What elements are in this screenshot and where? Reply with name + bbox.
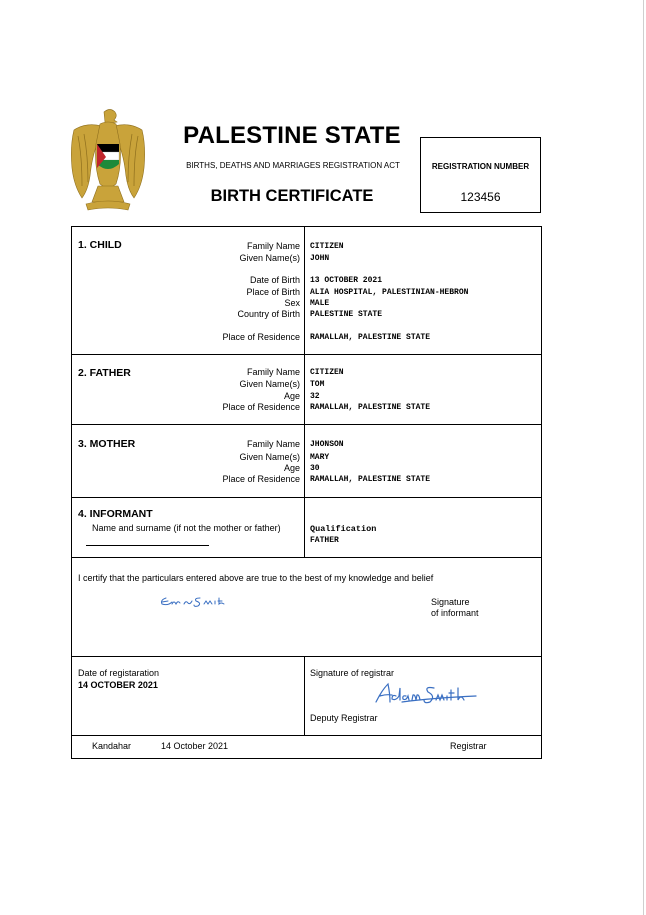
child-residence-label: Place of Residence [222, 332, 300, 342]
mother-residence: RAMALLAH, PALESTINE STATE [310, 475, 431, 484]
registration-date: 14 OCTOBER 2021 [78, 680, 158, 690]
divider [72, 656, 541, 657]
mother-age: 30 [310, 464, 320, 473]
birth-certificate-form [71, 226, 542, 759]
father-given-names-label: Given Name(s) [239, 379, 300, 389]
child-sex-label: Sex [284, 298, 300, 308]
section-title: 2. FATHER [78, 367, 131, 379]
deputy-registrar-label: Deputy Registrar [310, 713, 378, 723]
registration-number-box [420, 137, 541, 213]
father-family-name-label: Family Name [246, 367, 300, 377]
child-country-of-birth: PALESTINE STATE [310, 310, 383, 319]
child-family-name: CITIZEN [310, 242, 344, 251]
father-given-names: TOM [310, 380, 325, 389]
child-given-names-label: Given Name(s) [239, 253, 300, 263]
registration-number-label: REGISTRATION NUMBER [431, 162, 530, 171]
child-date-of-birth-label: Date of Birth [249, 275, 300, 285]
section-title: 3. MOTHER [78, 438, 136, 450]
mother-family-name-label: Family Name [246, 439, 300, 449]
child-place-of-birth-label: Place of Birth [246, 287, 300, 297]
father-age: 32 [310, 392, 320, 401]
certification-statement: I certify that the particulars entered above are true to the best of my knowledge and belief [78, 573, 434, 583]
footer-place: Kandahar [92, 741, 132, 751]
document-title: BIRTH CERTIFICATE [210, 187, 374, 205]
column-divider [304, 227, 305, 557]
father-age-label: Age [283, 391, 300, 401]
child-country-of-birth-label: Country of Birth [237, 309, 300, 319]
footer-role: Registrar [450, 741, 487, 751]
divider [72, 354, 541, 355]
footer-date: 14 October 2021 [161, 741, 229, 751]
divider [72, 497, 541, 498]
child-place-of-birth: ALIA HOSPITAL, PALESTINIAN-HEBRON [310, 288, 469, 297]
child-residence: RAMALLAH, PALESTINE STATE [310, 333, 431, 342]
father-family-name: CITIZEN [310, 368, 344, 377]
qualification-label: Qualification [310, 524, 377, 534]
registration-act-subtitle: BIRTHS, DEATHS AND MARRIAGES REGISTRATION ACT [186, 161, 400, 170]
eagle-emblem-icon [68, 106, 148, 216]
registrar-signature [372, 680, 482, 706]
child-family-name-label: Family Name [246, 241, 300, 251]
column-divider [304, 656, 305, 735]
father-residence-label: Place of Residence [222, 402, 300, 412]
page-title: PALESTINE STATE [183, 122, 401, 149]
divider [72, 557, 541, 558]
informant-signature-label-line2: of informant [431, 608, 479, 618]
child-sex: MALE [310, 299, 330, 308]
mother-age-label: Age [283, 463, 300, 473]
registrar-signature-label: Signature of registrar [310, 668, 395, 678]
registration-number-value: 123456 [460, 190, 501, 204]
section-title: 4. INFORMANT [78, 508, 153, 520]
qualification-value: FATHER [310, 536, 339, 545]
divider [72, 735, 541, 736]
section-title: 1. CHILD [78, 239, 122, 251]
informant-signature-label-line1: Signature [431, 597, 470, 607]
mother-given-names-label: Given Name(s) [239, 452, 300, 462]
father-residence: RAMALLAH, PALESTINE STATE [310, 403, 431, 412]
informant-name-label: Name and surname (if not the mother or father) [92, 523, 281, 533]
informant-name-line [86, 545, 209, 546]
divider [72, 424, 541, 425]
page-edge [643, 0, 644, 915]
mother-given-names: MARY [310, 453, 330, 462]
mother-residence-label: Place of Residence [222, 474, 300, 484]
mother-family-name: JHONSON [310, 440, 344, 449]
child-given-names: JOHN [310, 254, 330, 263]
registration-date-label: Date of registaration [78, 668, 160, 678]
informant-signature [158, 592, 238, 612]
child-date-of-birth: 13 OCTOBER 2021 [310, 276, 383, 285]
